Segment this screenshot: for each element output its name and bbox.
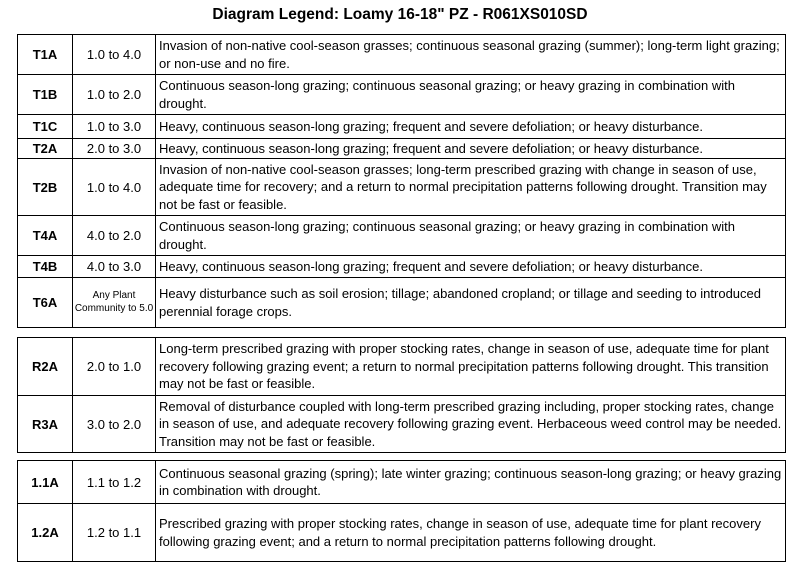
row-code: T4A bbox=[18, 216, 73, 256]
legend-title: Diagram Legend: Loamy 16-18" PZ - R061XS010SD bbox=[212, 6, 588, 23]
row-code: R3A bbox=[18, 396, 73, 453]
table-row bbox=[18, 35, 786, 75]
row-code: T1B bbox=[18, 75, 73, 115]
row-description: Invasion of non-native cool-season grasses; continuous seasonal grazing (summer); long-term light grazing; or non-use and no fire. bbox=[156, 35, 786, 75]
row-range: 1.2 to 1.1 bbox=[73, 504, 156, 562]
table-row bbox=[18, 159, 786, 216]
row-description: Heavy, continuous season-long grazing; frequent and severe defoliation; or heavy disturbance. bbox=[156, 139, 786, 159]
row-code: 1.1A bbox=[18, 461, 73, 504]
row-description: Invasion of non-native cool-season grasses; long-term prescribed grazing with change in season of use, adequate time for recovery; and a return to normal precipitation patterns following drought. Transition may not be fast or feasible. bbox=[156, 159, 786, 216]
row-range: 3.0 to 2.0 bbox=[73, 396, 156, 453]
table-row bbox=[18, 139, 786, 159]
row-code: T2A bbox=[18, 139, 73, 159]
row-description: Heavy, continuous season-long grazing; frequent and severe defoliation; or heavy disturbance. bbox=[156, 256, 786, 278]
row-description: Heavy, continuous season-long grazing; frequent and severe defoliation; or heavy disturbance. bbox=[156, 115, 786, 139]
row-code: T2B bbox=[18, 159, 73, 216]
row-code: T1A bbox=[18, 35, 73, 75]
row-description: Long-term prescribed grazing with proper stocking rates, change in season of use, adequate time for plant recovery following grazing event; a return to normal precipitation patterns following drought. This transition may not be fast or feasible. bbox=[156, 338, 786, 396]
row-code: 1.2A bbox=[18, 504, 73, 562]
table-row bbox=[18, 216, 786, 256]
row-range: 2.0 to 1.0 bbox=[73, 338, 156, 396]
table-row bbox=[18, 115, 786, 139]
transition-table bbox=[17, 34, 786, 328]
row-description: Continuous seasonal grazing (spring); late winter grazing; continuous season-long grazing; or heavy grazing in combination with drought. bbox=[156, 461, 786, 504]
row-description: Prescribed grazing with proper stocking rates, change in season of use, adequate time for plant recovery following grazing event; and a return to normal precipitation patterns following drought. bbox=[156, 504, 786, 562]
table-row bbox=[18, 461, 786, 504]
table-row bbox=[18, 278, 786, 328]
table-row bbox=[18, 396, 786, 453]
table-row bbox=[18, 338, 786, 396]
row-code: R2A bbox=[18, 338, 73, 396]
row-range: 4.0 to 3.0 bbox=[73, 256, 156, 278]
row-range: 1.0 to 2.0 bbox=[73, 75, 156, 115]
table-row bbox=[18, 256, 786, 278]
row-code: T4B bbox=[18, 256, 73, 278]
restoration-table bbox=[17, 337, 786, 453]
row-description: Continuous season-long grazing; continuous seasonal grazing; or heavy grazing in combination with drought. bbox=[156, 75, 786, 115]
row-range: 1.1 to 1.2 bbox=[73, 461, 156, 504]
row-description: Continuous season-long grazing; continuous seasonal grazing; or heavy grazing in combination with drought. bbox=[156, 216, 786, 256]
community-pathway-table bbox=[17, 460, 786, 562]
row-range: 2.0 to 3.0 bbox=[73, 139, 156, 159]
row-description: Heavy disturbance such as soil erosion; tillage; abandoned cropland; or tillage and seeding to introduced perennial forage crops. bbox=[156, 278, 786, 328]
row-range: 4.0 to 2.0 bbox=[73, 216, 156, 256]
table-row bbox=[18, 504, 786, 562]
row-code: T1C bbox=[18, 115, 73, 139]
row-range: 1.0 to 4.0 bbox=[73, 159, 156, 216]
row-range: Any Plant Community to 5.0 bbox=[73, 278, 156, 328]
row-description: Removal of disturbance coupled with long-term prescribed grazing including, proper stocking rates, change in season of use, and adequate recovery following grazing event. Herbaceous weed control may be needed. Transition may not be fast or feasible. bbox=[156, 396, 786, 453]
table-row bbox=[18, 75, 786, 115]
row-range: 1.0 to 3.0 bbox=[73, 115, 156, 139]
row-range: 1.0 to 4.0 bbox=[73, 35, 156, 75]
row-code: T6A bbox=[18, 278, 73, 328]
